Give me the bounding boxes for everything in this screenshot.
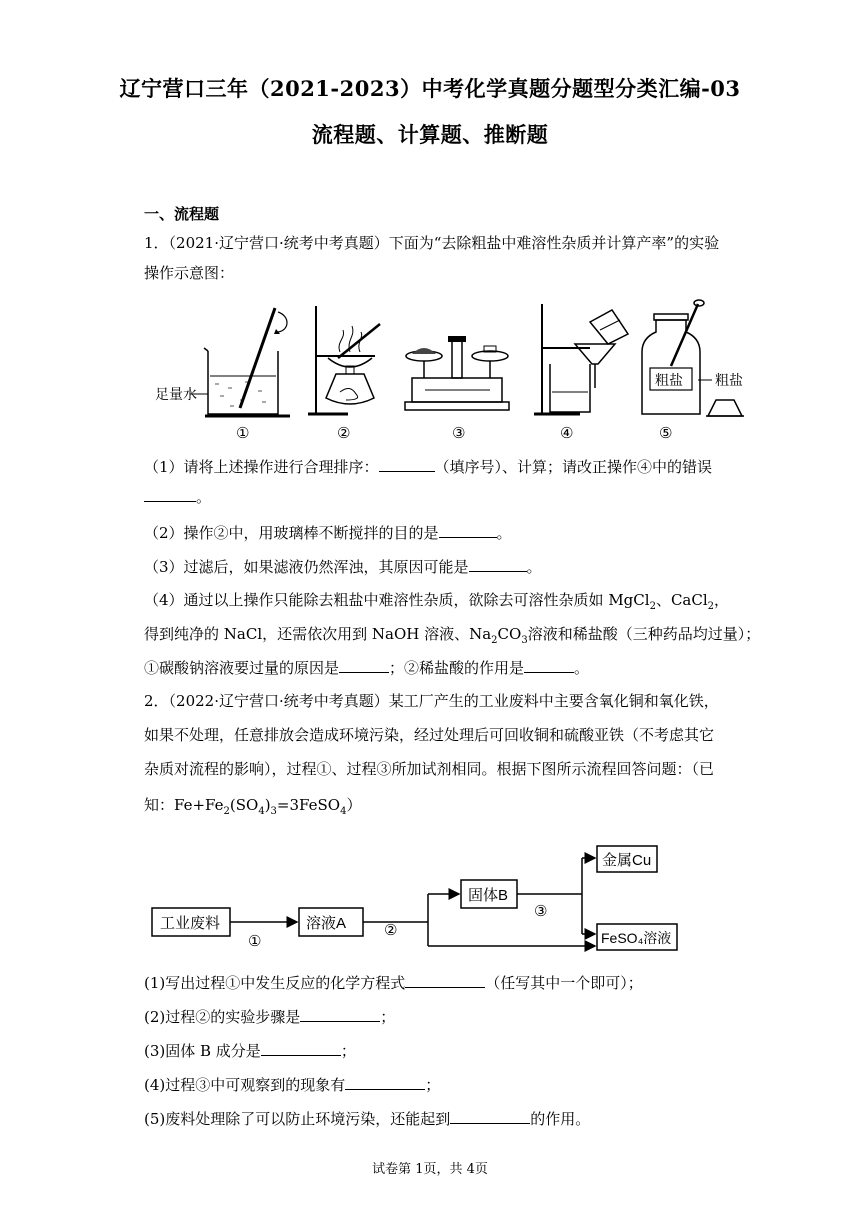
q1-sub3: （3）过滤后，如果滤液仍然浑浊，其原因可能是 。 <box>144 558 542 576</box>
flow-step-3: ③ <box>534 903 548 920</box>
q1-sub1-line1: （1）请将上述操作进行合理排序： （填序号）、计算；请改正操作④中的错误 <box>144 458 713 476</box>
step-label-1: ① <box>236 425 250 442</box>
beaker-stirring-icon <box>190 308 290 416</box>
q2-sub5: (5)废料处理除了可以防止环境污染，还能起到 的作用。 <box>144 1110 591 1128</box>
balance-scale-icon <box>405 336 509 410</box>
q1-sub2: （2）操作②中，用玻璃棒不断搅拌的目的是 。 <box>144 524 512 542</box>
q2-sub2: (2)过程②的实验步骤是 ； <box>144 1008 396 1026</box>
step-label-5: ⑤ <box>659 425 673 442</box>
q1-sub1-line2: 。 <box>144 486 211 508</box>
page-footer: 试卷第 1页，共 4页 <box>372 1162 488 1177</box>
doc-title-line1: 辽宁营口三年（2021-2023）中考化学真题分题型分类汇编-03 <box>119 76 741 101</box>
filtration-setup-icon <box>534 304 628 414</box>
doc-title-line2: 流程题、计算题、推断题 <box>311 122 549 147</box>
flow-step-1: ① <box>248 933 262 950</box>
step-label-3: ③ <box>452 425 466 442</box>
q2-stem-line2: 如果不处理，任意排放会造成环境污染，经过处理后可回收铜和硫酸亚铁（不考虑其它 <box>144 726 715 744</box>
svg-text:固体B: 固体B <box>468 887 509 904</box>
q2-sub4: (4)过程③中可观察到的现象有 ； <box>144 1076 441 1094</box>
q2-stem-line1: 2．（2022·辽宁营口·统考中考真题）某工厂产生的工业废料中主要含氧化铜和氧化铁， <box>144 692 719 710</box>
water-label: 足量水 <box>155 386 197 402</box>
q1-apparatus-figure <box>150 296 750 444</box>
step-label-4: ④ <box>560 425 574 442</box>
evaporation-setup-icon <box>308 306 380 414</box>
q2-sub1: (1)写出过程①中发生反应的化学方程式 （任写其中一个即可）； <box>144 974 643 992</box>
section-heading-flow: 一、流程题 <box>144 205 220 223</box>
q1-sub4-line2: 得到纯净的 NaCl，还需依次用到 NaOH 溶液、$Na_2CO_3$溶液和稀盐酸（三种药品均过量）； <box>144 625 761 646</box>
q1-sub4-line1: （4）通过以上操作只能除去粗盐中难溶性杂质，欲除去可溶性杂质如 MgCl$_2$、CaCl$_2$， <box>144 591 730 612</box>
q2-stem-line4: 知：$Fe+Fe_2(SO_4)_3=3FeSO_4$） <box>144 796 362 817</box>
svg-text:工业废料: 工业废料 <box>160 915 221 932</box>
step-label-2: ② <box>337 425 351 442</box>
svg-text:金属Cu: 金属Cu <box>602 852 652 869</box>
jar-label: 粗盐 <box>655 372 683 388</box>
svg-text:FeSO₄溶液: FeSO₄溶液 <box>601 930 672 946</box>
flow-step-2: ② <box>384 922 398 939</box>
svg-text:溶液A: 溶液A <box>306 915 347 932</box>
reagent-jar-icon <box>642 300 744 416</box>
q2-stem-line3: 杂质对流程的影响），过程①、过程③所加试剂相同。根据下图所示流程回答问题：（已 <box>144 760 715 778</box>
q1-stem-line2: 操作示意图： <box>144 264 235 282</box>
q2-sub3: (3)固体 B 成分是 ； <box>144 1042 356 1060</box>
q1-sub4-line3: ①碳酸钠溶液要过量的原因是 ；②稀盐酸的作用是 。 <box>144 659 590 677</box>
q2-flow-chart <box>140 838 700 960</box>
crude-salt-label: 粗盐 <box>715 372 743 388</box>
q1-stem-line1: 1．（2021·辽宁营口·统考中考真题）下面为“去除粗盐中难溶性杂质并计算产率”的实验 <box>144 234 720 252</box>
